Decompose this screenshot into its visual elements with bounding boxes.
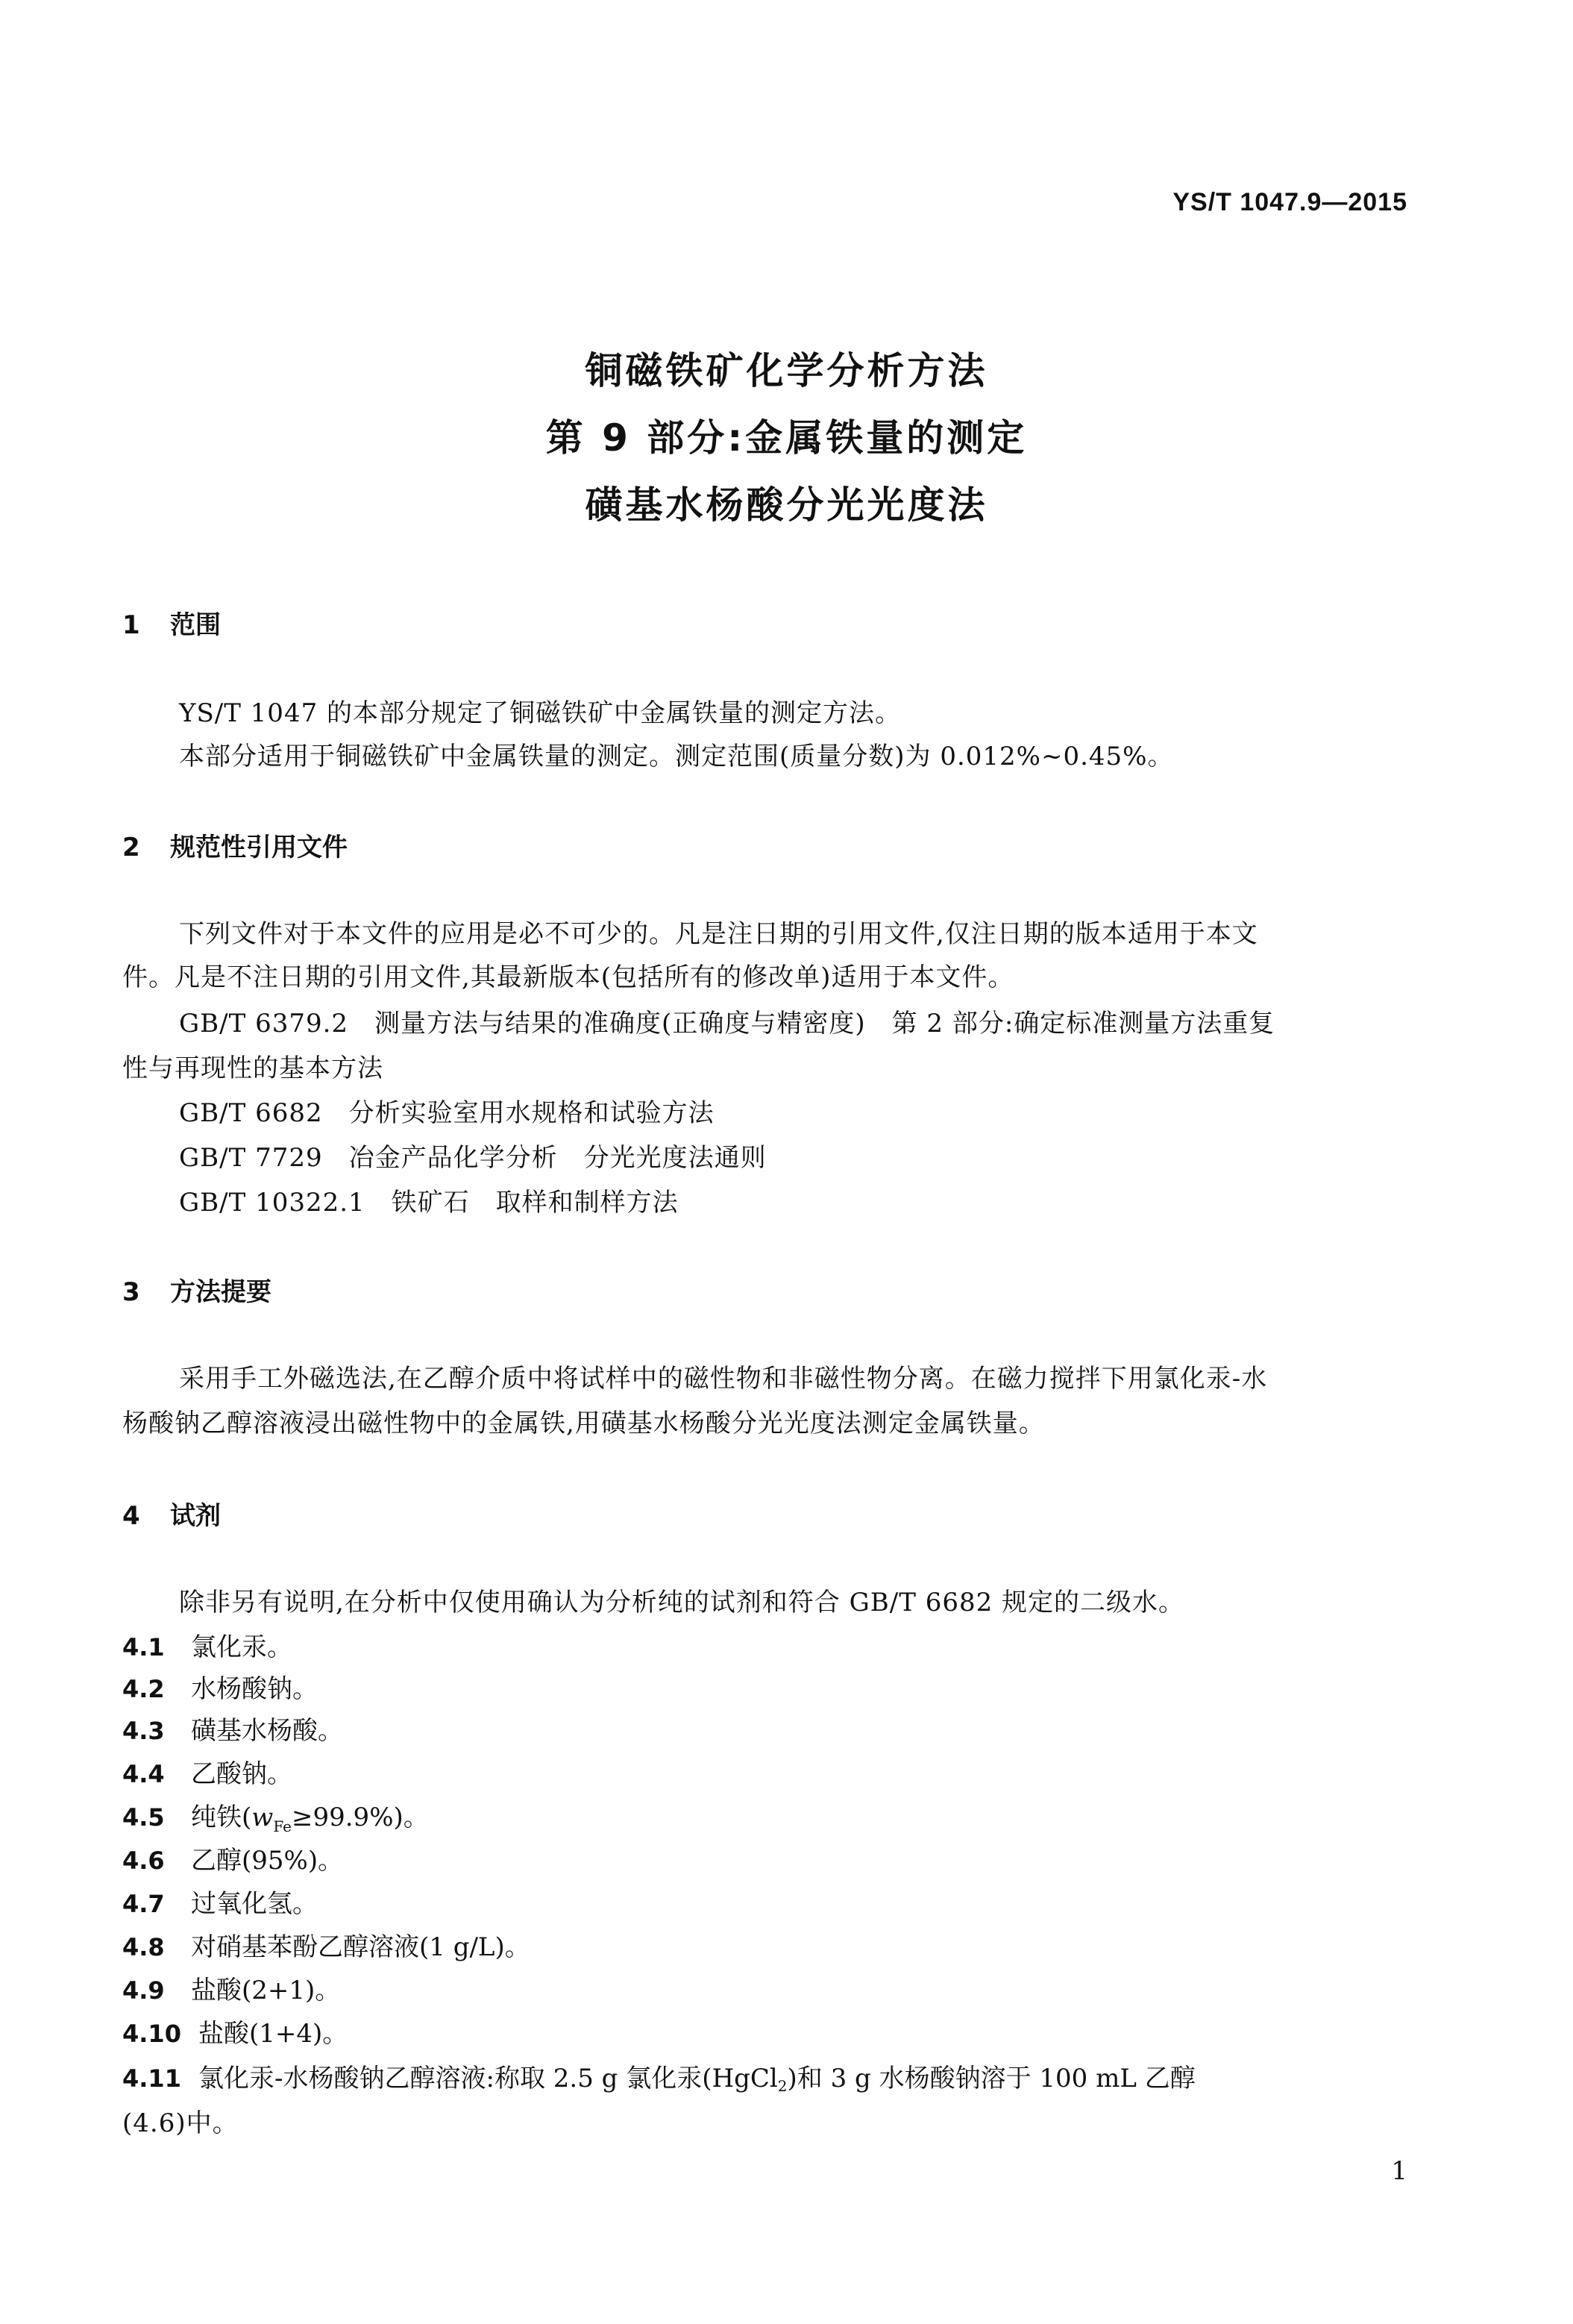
reagent-text: 乙醇(95%)。 (191, 1846, 344, 1876)
reagent-text: 乙酸钠。 (191, 1759, 292, 1789)
reagent-number: 4.5 (122, 1803, 165, 1832)
reagent-text: 水杨酸钠。 (191, 1674, 318, 1704)
reference-gbt6379-line-2: 性与再现性的基本方法 (122, 1053, 383, 1083)
title-line-1: 铜磁铁矿化学分析方法 (585, 349, 988, 392)
reagent-number: 4.2 (122, 1675, 165, 1703)
scope-paragraph-2: 本部分适用于铜磁铁矿中金属铁量的测定。测定范围(质量分数)为 0.012%~0.45%。 (179, 742, 1174, 771)
reagent-text-pre: 纯铁( (191, 1802, 252, 1832)
reagent-number: 4.7 (122, 1890, 165, 1918)
section-4-heading (122, 1495, 221, 1532)
reference-gbt7729: GB/T 7729 冶金产品化学分析 分光光度法通则 (179, 1143, 767, 1173)
reagent-text: 氯化汞。 (191, 1632, 292, 1662)
reagent-text: 过氧化氢。 (191, 1889, 318, 1919)
reagent-item (122, 1710, 343, 1747)
standard-code: YS/T 1047.9—2015 (1172, 188, 1407, 216)
reagent-item (122, 1668, 318, 1705)
section-3-heading (122, 1271, 271, 1308)
chloride-subscript: 2 (777, 2077, 788, 2095)
document-title (0, 337, 1573, 539)
reference-gbt6379-line-1: GB/T 6379.2 测量方法与结果的准确度(正确度与精密度) 第 2 部分:确定标准测量方法重复 (179, 1009, 1275, 1039)
principle-paragraph-line-2: 杨酸钠乙醇溶液浸出磁性物中的金属铁,用磺基水杨酸分光光度法测定金属铁量。 (122, 1409, 1045, 1438)
reagent-number: 4.11 (122, 2064, 181, 2093)
section-number: 2 (122, 833, 140, 862)
section-number: 1 (122, 610, 140, 640)
reagent-item (122, 1970, 340, 2006)
reagent-item (122, 1883, 318, 1920)
iron-subscript: Fe (273, 1817, 292, 1835)
reagent-item (122, 2058, 1196, 2095)
reagent-number: 4.6 (122, 1847, 165, 1875)
references-paragraph-line-2: 件。凡是不注日期的引用文件,其最新版本(包括所有的修改单)适用于本文件。 (122, 962, 1014, 992)
section-title: 方法提要 (170, 1277, 271, 1307)
section-title: 试剂 (170, 1501, 221, 1531)
reagent-text-pre: 氯化汞-水杨酸钠乙醇溶液:称取 2.5 g 氯化汞(HgCl (198, 2064, 778, 2093)
reagent-text: 盐酸(1+4)。 (198, 2019, 348, 2049)
reagent-item (122, 2013, 348, 2049)
principle-paragraph-line-1: 采用手工外磁选法,在乙醇介质中将试样中的磁性物和非磁性物分离。在磁力搅拌下用氯化汞-水 (179, 1364, 1268, 1394)
reagent-text: 对硝基苯酚乙醇溶液(1 g/L)。 (191, 1932, 530, 1962)
reagent-number: 4.10 (122, 2020, 181, 2048)
section-2-heading (122, 827, 348, 863)
reagent-number: 4.3 (122, 1717, 165, 1745)
reagent-item (122, 1626, 292, 1663)
section-title: 范围 (170, 610, 221, 640)
reagent-text-post: )和 3 g 水杨酸钠溶于 100 mL 乙醇 (787, 2064, 1196, 2093)
references-paragraph-line-1: 下列文件对于本文件的应用是必不可少的。凡是注日期的引用文件,仅注日期的版本适用于本文 (179, 919, 1258, 949)
reagent-text: 磺基水杨酸。 (191, 1716, 343, 1746)
reagent-number: 4.8 (122, 1933, 165, 1961)
section-number: 3 (122, 1277, 140, 1307)
reference-gbt10322: GB/T 10322.1 铁矿石 取样和制样方法 (179, 1188, 679, 1218)
reagent-text-post: ≥99.9%)。 (292, 1802, 429, 1832)
reference-gbt6682: GB/T 6682 分析实验室用水规格和试验方法 (179, 1098, 715, 1128)
reagent-text: 盐酸(2+1)。 (191, 1976, 341, 2005)
title-line-2: 第 9 部分:金属铁量的测定 (545, 416, 1028, 460)
page-number: 1 (1391, 2156, 1407, 2186)
reagents-intro: 除非另有说明,在分析中仅使用确认为分析纯的试剂和符合 GB/T 6682 规定的二级水。 (179, 1588, 1185, 1617)
section-title: 规范性引用文件 (170, 833, 348, 862)
reagent-item (122, 1926, 530, 1963)
section-number: 4 (122, 1501, 140, 1531)
reagent-number: 4.1 (122, 1633, 165, 1661)
scope-paragraph-1: YS/T 1047 的本部分规定了铜磁铁矿中金属铁量的测定方法。 (179, 698, 902, 728)
reagent-item (122, 1753, 292, 1790)
reagent-item-continuation: (4.6)中。 (122, 2108, 239, 2138)
mass-fraction-symbol: w (251, 1802, 274, 1832)
title-line-3: 磺基水杨酸分光光度法 (585, 483, 988, 527)
reagent-item (122, 1797, 429, 1835)
reagent-item (122, 1840, 343, 1876)
section-1-heading (122, 604, 221, 641)
reagent-number: 4.4 (122, 1760, 165, 1788)
reagent-number: 4.9 (122, 1976, 165, 2005)
